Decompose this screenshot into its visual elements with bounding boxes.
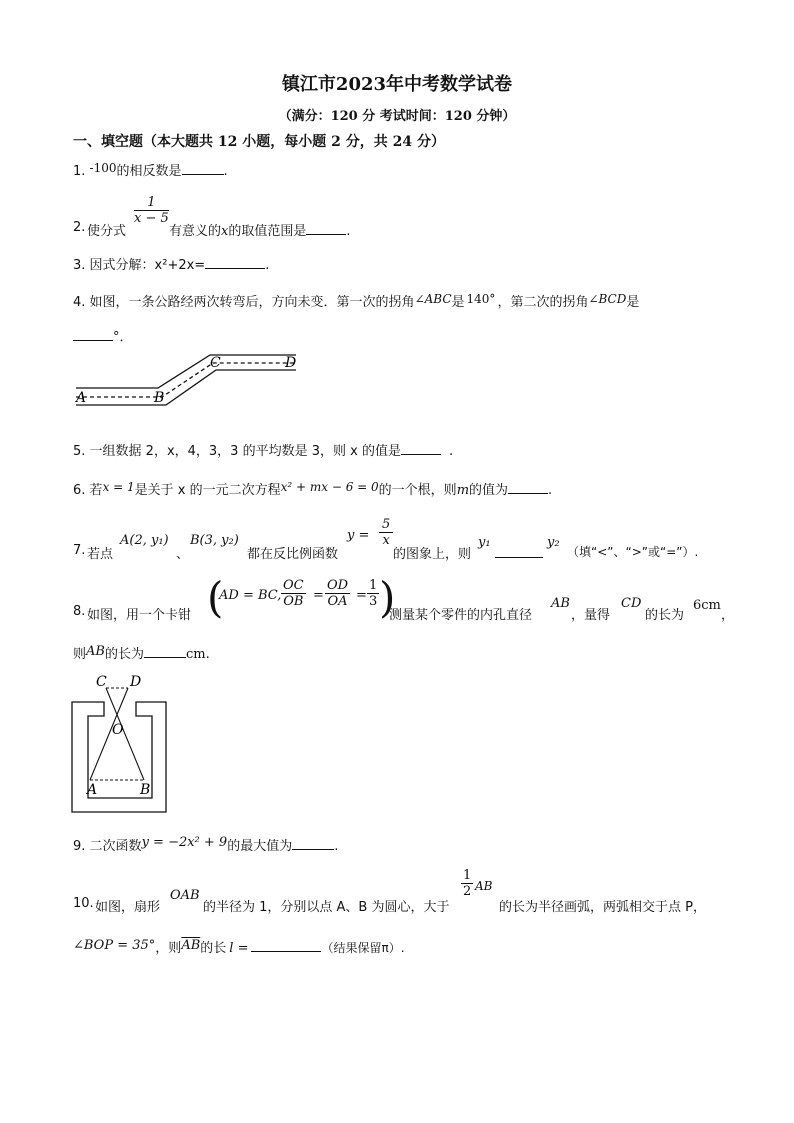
text: 的半径为 1，分别以点 A、B 为圆心，大于 <box>203 900 450 915</box>
text: 如图，用一个卡钳 <box>87 608 192 623</box>
paren-right: ) <box>379 573 396 622</box>
fraction-oc-ob <box>281 578 306 609</box>
text: 是关于 x 的一元二次方程 <box>134 483 281 498</box>
hint: （结果保留π）. <box>321 941 405 955</box>
punctuation: . <box>223 164 228 179</box>
question-number: 1. <box>73 164 86 179</box>
question-text: 使分式 <box>87 224 127 239</box>
question-8-line-2 <box>73 643 210 662</box>
punctuation: ， <box>721 608 735 623</box>
degree-suffix: °． <box>113 330 133 345</box>
label-a: A <box>87 782 98 798</box>
road-inner-line <box>76 355 296 388</box>
text: 都在反比例函数 <box>247 547 339 562</box>
numerator: 1 <box>463 868 472 883</box>
point-a: A(2, y₁) <box>120 533 169 548</box>
question-number: 3. <box>73 258 86 273</box>
arc-ab: $\overline{AB}$ <box>181 938 201 953</box>
label-b: B <box>140 782 151 798</box>
answer-blank <box>401 442 441 455</box>
text: 的长为半径画弧，两弧相交于点 P， <box>499 900 706 915</box>
label-d: D <box>130 674 142 690</box>
exam-info: （满分：120 分 考试时间：120 分钟） <box>278 109 516 124</box>
answer-blank <box>251 939 321 952</box>
answer-blank <box>306 222 346 235</box>
punctuation: . <box>334 839 339 854</box>
fraction-od-oa <box>325 578 350 609</box>
sector-oab: OAB <box>170 888 200 903</box>
question-9 <box>73 835 338 854</box>
question-number: 2. <box>73 220 86 235</box>
answer-blank <box>144 645 186 658</box>
segment-ab: AB <box>475 879 493 893</box>
text: 的一个根，则 <box>378 483 457 498</box>
text: 是 <box>626 295 640 310</box>
fraction <box>134 195 169 226</box>
answer-blank <box>292 837 334 850</box>
caliper-figure <box>68 672 172 816</box>
condition: AD = BC, <box>219 588 282 603</box>
fraction-numerator: 1 <box>134 195 169 211</box>
question-number: 7. <box>73 543 86 558</box>
question-10-line-2 <box>73 937 405 956</box>
angle-bcd: ∠BCD <box>588 292 627 306</box>
question-5 <box>73 440 453 459</box>
fraction-half <box>461 868 473 899</box>
punctuation: . <box>448 444 454 459</box>
text: ，第二次的拐角 <box>497 295 589 310</box>
question-number: 10. <box>73 896 94 911</box>
fraction-numerator: 5 <box>379 517 393 533</box>
question-number: 8. <box>73 604 86 619</box>
question-6 <box>73 479 552 498</box>
question-4 <box>73 291 639 310</box>
variable: x <box>221 224 229 239</box>
denominator: 3 <box>369 594 378 609</box>
question-number: 6. <box>73 483 86 498</box>
segment-ab: AB <box>86 644 105 659</box>
question-text: 一组数据 2，x，4，3，3 的平均数是 3，则 x 的值是 <box>89 444 401 459</box>
question-10 <box>73 866 733 915</box>
label-b: B <box>154 390 165 406</box>
text: 测量某个零件的内孔直径 <box>389 608 533 623</box>
road-center-dashed-line <box>76 363 296 397</box>
page-title: 镇江市2023年中考数学试卷 <box>281 74 513 95</box>
section-heading: 一、填空题（本大题共 12 小题，每小题 2 分，共 24 分） <box>73 134 445 150</box>
numerator: OD <box>327 578 349 593</box>
label-o: O <box>112 722 124 738</box>
denominator: OA <box>327 594 348 609</box>
text: 的最大值为 <box>227 839 293 854</box>
label-c: C <box>96 674 107 690</box>
question-4-line-2 <box>73 326 133 345</box>
answer-blank <box>508 481 548 494</box>
length-l: l = <box>229 941 249 956</box>
text: 的取值范围是 <box>228 224 307 239</box>
text: 是 <box>451 295 465 310</box>
angle-value: 140° <box>466 292 496 306</box>
text: 则 <box>73 647 87 662</box>
text: 有意义的 <box>169 224 222 239</box>
road-figure <box>70 350 310 420</box>
condition: x = 1 <box>102 480 135 494</box>
separator: 、 <box>176 547 190 562</box>
denominator: OB <box>283 594 304 609</box>
segment-cd: CD <box>621 596 642 611</box>
answer-blank <box>495 545 543 558</box>
equals: = <box>313 588 324 603</box>
denominator: 2 <box>463 884 472 899</box>
answer-blank <box>205 256 265 269</box>
question-number: 4. <box>73 295 86 310</box>
angle-bop: ∠BOP = 35° <box>73 938 156 953</box>
text: ，量得 <box>571 608 611 623</box>
question-number: 9. <box>73 839 86 854</box>
question-number: 5. <box>73 444 86 459</box>
question-text-2 <box>169 220 351 239</box>
label-d: D <box>285 355 297 371</box>
fraction-one-third <box>367 578 379 609</box>
function-lhs: y = <box>347 528 370 543</box>
equation: x² + mx − 6 = 0 <box>280 480 379 494</box>
text: 的长为 <box>104 647 144 662</box>
punctuation: . <box>346 224 351 239</box>
text: ，则 <box>155 941 182 956</box>
punctuation: . <box>548 483 553 498</box>
text: 的值为 <box>469 483 509 498</box>
question-1 <box>73 160 228 179</box>
question-text: 的相反数是 <box>116 164 182 179</box>
length-value: 6cm <box>693 598 721 613</box>
punctuation: . <box>265 258 270 273</box>
answer-blank <box>73 328 113 341</box>
label-c: C <box>210 355 221 371</box>
fraction-denominator: x − 5 <box>134 211 169 226</box>
text: 若点 <box>87 547 114 562</box>
answer-blank <box>182 162 224 175</box>
text: 的长 <box>200 941 227 956</box>
unit: cm. <box>185 647 210 662</box>
label-a: A <box>76 390 87 406</box>
text: 如图，扇形 <box>95 900 161 915</box>
variable: m <box>456 483 470 498</box>
math-expression: -100 <box>89 161 117 175</box>
numerator: OC <box>283 578 304 593</box>
quadratic-function: y = −2x² + 9 <box>141 835 228 850</box>
equals: = <box>356 588 367 603</box>
text: 二次函数 <box>89 839 142 854</box>
segment-ab: AB <box>551 596 570 611</box>
angle-abc: ∠ABC <box>414 292 452 306</box>
function-fraction <box>379 517 393 548</box>
y1: y₁ <box>478 535 491 550</box>
y2: y₂ <box>547 535 560 550</box>
question-text: 如图，一条公路经两次转弯后，方向未变．第一次的拐角 <box>89 295 415 310</box>
fraction-denominator: x <box>382 533 390 548</box>
text: 的图象上，则 <box>393 547 472 562</box>
question-text: 因式分解：x²+2x= <box>89 258 206 273</box>
hint: （填“<”、“>”或“=”）. <box>567 545 699 559</box>
paren-left: ( <box>207 573 224 622</box>
question-7 <box>73 515 733 562</box>
question-3 <box>73 254 269 273</box>
point-b: B(3, y₂) <box>190 533 239 548</box>
numerator: 1 <box>369 578 378 593</box>
text: 的长为 <box>645 608 685 623</box>
text: 若 <box>89 483 103 498</box>
question-8 <box>73 573 735 623</box>
